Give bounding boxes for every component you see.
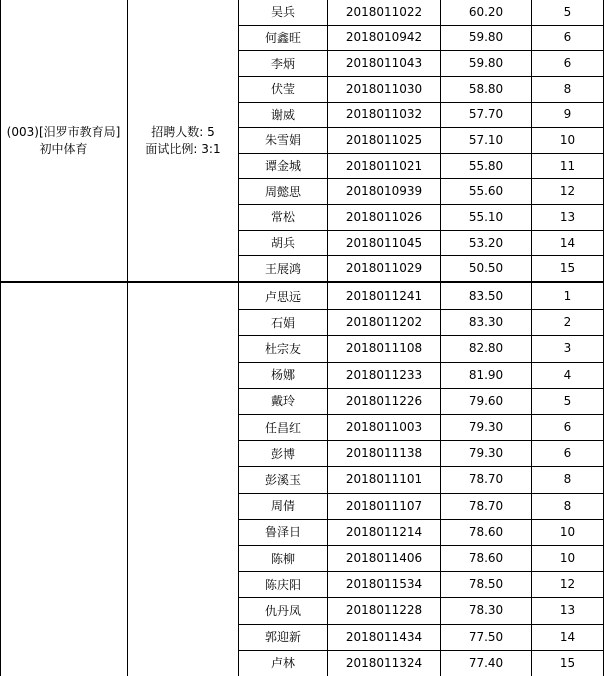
rank-cell: 10 xyxy=(559,132,576,147)
rank-cell: 12 xyxy=(559,577,576,592)
name-cell: 伏莹 xyxy=(270,82,295,97)
name-cell: 李炳 xyxy=(270,56,295,71)
exam-id-cell: 2018011022 xyxy=(345,4,423,19)
rank-cell: 8 xyxy=(563,81,572,96)
row-divider xyxy=(238,519,604,520)
rank-cell: 14 xyxy=(559,629,576,644)
column-divider xyxy=(440,0,441,676)
rank-cell: 8 xyxy=(563,498,572,513)
name-cell: 鲁泽日 xyxy=(264,525,301,540)
name-cell: 常松 xyxy=(270,210,295,225)
name-cell: 吴兵 xyxy=(270,5,295,20)
score-cell: 83.30 xyxy=(468,315,504,330)
score-cell: 55.80 xyxy=(468,158,504,173)
row-divider xyxy=(238,466,604,467)
row-divider xyxy=(238,493,604,494)
column-divider xyxy=(0,0,1,676)
name-cell: 郭迎新 xyxy=(264,630,301,645)
name-cell: 周倩 xyxy=(270,499,295,514)
rank-cell: 14 xyxy=(559,235,576,250)
row-divider xyxy=(238,102,604,103)
row-divider xyxy=(238,153,604,154)
rank-cell: 8 xyxy=(563,472,572,487)
rank-cell: 13 xyxy=(559,603,576,618)
score-cell: 55.10 xyxy=(468,209,504,224)
exam-id-cell: 2018011226 xyxy=(345,393,423,408)
exam-id-cell: 2018011021 xyxy=(345,158,423,173)
rank-cell: 9 xyxy=(563,107,572,122)
exam-id-cell: 2018010939 xyxy=(345,184,423,199)
rank-cell: 12 xyxy=(559,184,576,199)
rank-cell: 4 xyxy=(563,367,572,382)
exam-id-cell: 2018011032 xyxy=(345,107,423,122)
exam-id-cell: 2018011026 xyxy=(345,209,423,224)
rank-cell: 6 xyxy=(563,56,572,71)
rank-cell: 6 xyxy=(563,446,572,461)
name-cell: 戴玲 xyxy=(270,394,295,409)
row-divider xyxy=(238,414,604,415)
hire-count: 招聘人数: 5 xyxy=(151,125,215,139)
exam-id-cell: 2018011108 xyxy=(345,341,423,356)
exam-id-cell: 2018011324 xyxy=(345,655,423,670)
row-divider xyxy=(238,50,604,51)
row-divider xyxy=(238,309,604,310)
row-divider xyxy=(238,204,604,205)
rank-cell: 1 xyxy=(563,289,572,304)
score-cell: 78.30 xyxy=(468,603,504,618)
row-divider xyxy=(238,76,604,77)
score-cell: 78.70 xyxy=(468,472,504,487)
row-divider xyxy=(238,255,604,256)
score-cell: 53.20 xyxy=(468,235,504,250)
row-divider xyxy=(238,388,604,389)
rank-cell: 10 xyxy=(559,551,576,566)
row-divider xyxy=(238,127,604,128)
name-cell: 陈柳 xyxy=(270,551,295,566)
score-cell: 83.50 xyxy=(468,289,504,304)
interview-ratio: 面试比例: 3:1 xyxy=(145,142,221,156)
name-cell: 胡兵 xyxy=(270,236,295,251)
score-cell: 58.80 xyxy=(468,81,504,96)
exam-id-cell: 2018011202 xyxy=(345,315,423,330)
name-cell: 仇丹凤 xyxy=(264,603,301,618)
name-cell: 杜宗友 xyxy=(264,341,301,356)
row-divider xyxy=(238,624,604,625)
name-cell: 何鑫旺 xyxy=(264,30,301,45)
column-divider xyxy=(531,0,532,676)
score-cell: 79.60 xyxy=(468,393,504,408)
name-cell: 石娟 xyxy=(270,315,295,330)
row-divider xyxy=(238,440,604,441)
exam-id-cell: 2018010942 xyxy=(345,30,423,45)
score-cell: 60.20 xyxy=(468,4,504,19)
score-cell: 81.90 xyxy=(468,367,504,382)
exam-id-cell: 2018011534 xyxy=(345,577,423,592)
exam-id-cell: 2018011214 xyxy=(345,524,423,539)
rank-cell: 6 xyxy=(563,30,572,45)
name-cell: 彭博 xyxy=(270,446,295,461)
rank-cell: 13 xyxy=(559,209,576,224)
rank-cell: 2 xyxy=(563,315,572,330)
rank-cell: 15 xyxy=(559,261,576,276)
exam-id-cell: 2018011241 xyxy=(345,289,423,304)
exam-id-cell: 2018011101 xyxy=(345,472,423,487)
exam-id-cell: 2018011030 xyxy=(345,81,423,96)
name-cell: 杨娜 xyxy=(270,368,295,383)
row-divider xyxy=(238,230,604,231)
exam-id-cell: 2018011043 xyxy=(345,56,423,71)
name-cell: 彭溪玉 xyxy=(264,472,301,487)
exam-id-cell: 2018011138 xyxy=(345,446,423,461)
row-divider xyxy=(238,335,604,336)
exam-id-cell: 2018011107 xyxy=(345,498,423,513)
name-cell: 王展鸿 xyxy=(264,261,301,276)
name-cell: 卢思远 xyxy=(264,289,301,304)
score-cell: 79.30 xyxy=(468,446,504,461)
score-cell: 59.80 xyxy=(468,56,504,71)
column-divider xyxy=(327,0,328,676)
rank-cell: 10 xyxy=(559,524,576,539)
exam-id-cell: 2018011434 xyxy=(345,629,423,644)
exam-id-cell: 2018011025 xyxy=(345,132,423,147)
score-cell: 79.30 xyxy=(468,420,504,435)
score-cell: 57.10 xyxy=(468,132,504,147)
plan-cell xyxy=(128,0,238,282)
score-cell: 78.60 xyxy=(468,551,504,566)
exam-id-cell: 2018011233 xyxy=(345,367,423,382)
row-divider xyxy=(238,571,604,572)
exam-id-cell: 2018011045 xyxy=(345,235,423,250)
score-cell: 77.40 xyxy=(468,655,504,670)
position-cell xyxy=(0,0,127,282)
name-cell: 卢林 xyxy=(270,656,295,671)
name-cell: 谢威 xyxy=(270,107,295,122)
column-divider xyxy=(238,0,239,676)
name-cell: 周懿思 xyxy=(264,184,301,199)
score-cell: 55.60 xyxy=(468,184,504,199)
name-cell: 谭金城 xyxy=(264,159,301,174)
exam-id-cell: 2018011003 xyxy=(345,420,423,435)
position-subject: 初中体育 xyxy=(39,142,88,156)
exam-id-cell: 2018011406 xyxy=(345,551,423,566)
name-cell: 朱雪娟 xyxy=(264,133,301,148)
position-name: (003)[汨罗市教育局] xyxy=(6,125,121,139)
exam-id-cell: 2018011029 xyxy=(345,261,423,276)
rank-cell: 11 xyxy=(559,158,576,173)
score-cell: 57.70 xyxy=(468,107,504,122)
row-divider xyxy=(238,545,604,546)
score-cell: 78.50 xyxy=(468,577,504,592)
rank-cell: 6 xyxy=(563,420,572,435)
exam-id-cell: 2018011228 xyxy=(345,603,423,618)
score-cell: 78.70 xyxy=(468,498,504,513)
column-divider xyxy=(127,0,128,676)
row-divider xyxy=(238,178,604,179)
rank-cell: 15 xyxy=(559,655,576,670)
rank-cell: 5 xyxy=(563,393,572,408)
score-cell: 77.50 xyxy=(468,629,504,644)
row-divider xyxy=(238,597,604,598)
score-cell: 78.60 xyxy=(468,524,504,539)
rank-cell: 5 xyxy=(563,4,572,19)
score-cell: 59.80 xyxy=(468,30,504,45)
row-divider xyxy=(238,25,604,26)
name-cell: 任昌红 xyxy=(264,420,301,435)
score-cell: 50.50 xyxy=(468,261,504,276)
score-cell: 82.80 xyxy=(468,341,504,356)
row-divider xyxy=(238,650,604,651)
rank-cell: 3 xyxy=(563,341,572,356)
row-divider xyxy=(238,362,604,363)
name-cell: 陈庆阳 xyxy=(264,577,301,592)
